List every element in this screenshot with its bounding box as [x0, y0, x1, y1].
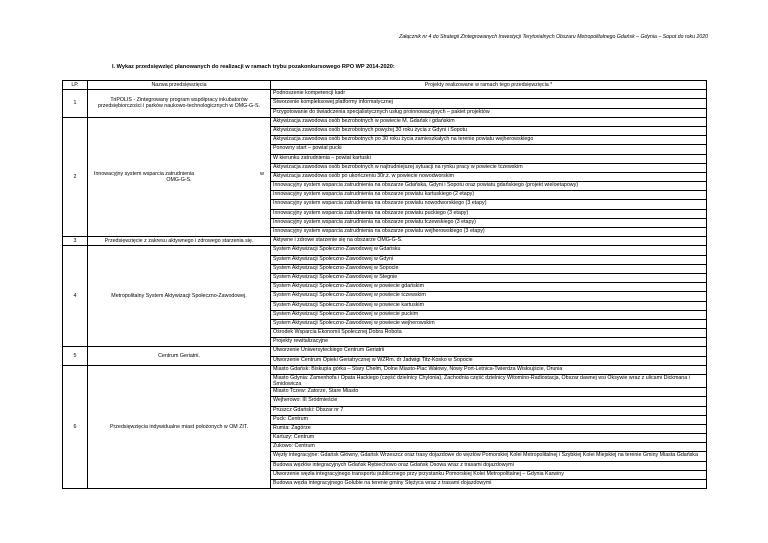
project-cell: Budowa węzła integracyjnego Gołubie na terenie gminy Stężyca wraz z trasami dojazdowymi — [271, 480, 707, 489]
project-cell: Utworzenie Centrum Opieki Geriatrycznej w WZRm. dr Jadwigi Titz-Kosko w Sopocie — [271, 356, 707, 365]
project-cell: Pruszcz Gdański: Obszar nr 7 — [271, 406, 707, 415]
project-cell: System Aktywizacji Społeczno-Zawodowej w powiecie gdańskim — [271, 283, 707, 292]
project-cell: Stworzenie kompleksowej platformy informatycznej — [271, 99, 707, 108]
project-cell: Węzły integracyjne: Gdańsk Główny, Gdańsk Wrzeszcz oraz trasy dojazdowe do węzłów Pomorskiej Kolei Metropolitalnej i Szybkiej Kolei Miejskiej na terenie Gminy Miasta Gdańska — [271, 452, 707, 461]
name-cell: Centrum Geriatrii. — [88, 347, 271, 365]
table-row — [63, 365, 707, 374]
project-cell: System Aktywizacji Społeczno-Zawodowej w powiecie wejherowskim — [271, 319, 707, 328]
project-cell: Projekty rewitalizacyjne — [271, 338, 707, 347]
name-cell — [88, 117, 271, 236]
table-row — [63, 117, 707, 126]
project-cell: Innowacyjny system wsparcia zatrudnienia na obszarze powiatu wejherowskiego (3 etapy) — [271, 228, 707, 237]
project-cell: Wejherowo: III Śródmieście — [271, 397, 707, 406]
lp-cell: 5 — [63, 347, 88, 365]
project-cell: Miasto Gdańsk: Biskupia górka – Stary Chełm, Dolne Miasto-Plac Wałowy, Nowy Port-Letnica-Twierdza Wisłoujście, Orunia — [271, 365, 707, 374]
project-cell: Aktywizacja zawodowa osób po ukończeniu 30r.ż. w powiecie nowodworskim — [271, 172, 707, 181]
project-cell: Kartuzy: Centrum — [271, 434, 707, 443]
project-cell: Innowacyjny system wsparcia zatrudnienia na obszarze powiatu kartuskiego (2 etapy) — [271, 191, 707, 200]
document-header-note: Załącznik nr 4 do Strategii Zintegrowanych Inwestycji Terytorialnych Obszaru Metropolitalnego Gdańsk – Gdynia – Sopot do roku 2020 — [399, 34, 708, 40]
project-cell: Innowacyjny system wsparcia zatrudnienia na obszarze Gdańska, Gdyni i Sopotu oraz powiatu gdańskiego (projekt wieloetapowy) — [271, 182, 707, 191]
projects-table — [62, 80, 707, 489]
lp-cell: 6 — [63, 365, 88, 488]
project-cell: System Aktywizacji Społeczno-Zawodowej w Stegnie — [271, 273, 707, 282]
section-title: I. Wykaz przedsięwzięć planowanych do realizacji w ramach trybu pozakonkursowego RPO WP 2014-2020: — [112, 64, 395, 70]
project-cell: Innowacyjny system wsparcia zatrudnienia na obszarze powiatu nowodworskiego (3 etapy) — [271, 200, 707, 209]
name-text: Innowacyjny system wsparcia zatrudnienia — [94, 170, 195, 177]
table-header-row — [63, 81, 707, 90]
project-cell: Miasto Tczew: Zatorze, Stare Miasto — [271, 388, 707, 397]
project-cell: Aktywizacja zawodowa osób bezrobotnych powyżej 30 roku życia z Gdyni i Sopotu — [271, 126, 707, 135]
project-cell: Rumia: Zagórze — [271, 424, 707, 433]
table-row — [63, 347, 707, 356]
project-cell: Innowacyjny system wsparcia zatrudnienia na obszarze powiatu tczewskiego (3 etapy) — [271, 218, 707, 227]
project-cell: Aktywne i zdrowe starzenie się na obszarze OMG-G-S. — [271, 237, 707, 246]
table-row — [63, 246, 707, 255]
name-cell: TriPOLIS - Zintegrowany program współpracy inkubatorów przedsiębiorczości i parków naukowo-technologicznych w OMG-G-S. — [88, 90, 271, 118]
project-cell: W kierunku zatrudnienia – powiat kartuski — [271, 154, 707, 163]
project-cell: Ośrodek Wsparcia Ekonomii Społecznej Dobra Robota — [271, 329, 707, 338]
table-row — [63, 237, 707, 246]
project-cell: System Aktywizacji Społeczno-Zawodowej w powiecie tczewskim — [271, 292, 707, 301]
project-cell: Puck: Centrum — [271, 415, 707, 424]
lp-cell: 1 — [63, 90, 88, 118]
project-cell: Aktywizacja zawodowa osób bezrobotnych w najtrudniejszej sytuacji na rynku pracy w powiecie tczewskim — [271, 163, 707, 172]
header-projects: Projekty realizowane w ramach tego przedsięwzięcia * — [271, 81, 707, 90]
project-cell: Żukowo: Centrum — [271, 443, 707, 452]
project-cell: Podnoszenie kompetencji kadr — [271, 90, 707, 99]
project-cell: Utworzenie węzła integracyjnego transportu publicznego przy przystanku Pomorskiej Kolei Metropolitalnej – Gdynia Karwiny — [271, 470, 707, 479]
name-cell: Metropolitalny System Aktywizacji Społeczno-Zawodowej. — [88, 246, 271, 347]
project-cell: Budowa węzłów integracyjnych Gdańsk Rębiechowo oraz Gdańsk Osowa wraz z trasami dojazdowymi — [271, 461, 707, 470]
lp-cell: 3 — [63, 237, 88, 246]
lp-cell: 2 — [63, 117, 88, 236]
project-cell: System Aktywizacji Społeczno-Zawodowej w Sopocie — [271, 264, 707, 273]
project-cell: Ponowny start – powiat pucki — [271, 145, 707, 154]
name-text: OMG-G-S. — [166, 176, 192, 183]
project-cell: System Aktywizacji Społeczno-Zawodowej w Gdyni — [271, 255, 707, 264]
project-cell: System Aktywizacji Społeczno-Zawodowej w Gdańsku — [271, 246, 707, 255]
name-cell: Przedsięwzięcie z zakresu aktywnego i zdrowego starzenia się. — [88, 237, 271, 246]
lp-cell: 4 — [63, 246, 88, 347]
project-cell: Innowacyjny system wsparcia zatrudnienia na obszarze powiatu puckiego (3 etapy) — [271, 209, 707, 218]
name-text: w — [260, 170, 264, 177]
project-cell: Utworzenie Uniwersyteckiego Centrum Geriatrii — [271, 347, 707, 356]
project-cell: Przygotowanie do świadczenia specjalistycznych usług proinnowacyjnych – pakiet projektów — [271, 108, 707, 117]
project-cell: Aktywizacja zawodowa osób bezrobotnych w powiecie M. Gdańsk i gdańskim — [271, 117, 707, 126]
project-cell: System Aktywizacji Społeczno-Zawodowej w powiecie puckim — [271, 310, 707, 319]
name-cell: Przedsięwzięcia indywidualne miast położonych w OM ZIT. — [88, 365, 271, 488]
header-lp: LP. — [63, 81, 88, 90]
project-cell: System Aktywizacji Społeczno-Zawodowej w powiecie kartuskim — [271, 301, 707, 310]
header-name: Nazwa przedsięwzięcia — [88, 81, 271, 90]
project-cell: Aktywizacja zawodowa osób bezrobotnych po 30 roku życia zamieszkałych na terenie powiatu wejherowskiego — [271, 136, 707, 145]
table-row — [63, 90, 707, 99]
project-cell: Miasto Gdynia: Zamenhofa i Opata Hackiego (część dzielnicy Chylonia), Zachodnia część dzielnicy Witomino-Radiostacja, Obszar dawnej wsi Oksywie wraz z ulicami Dickmana i Śmidowicza — [271, 375, 707, 388]
